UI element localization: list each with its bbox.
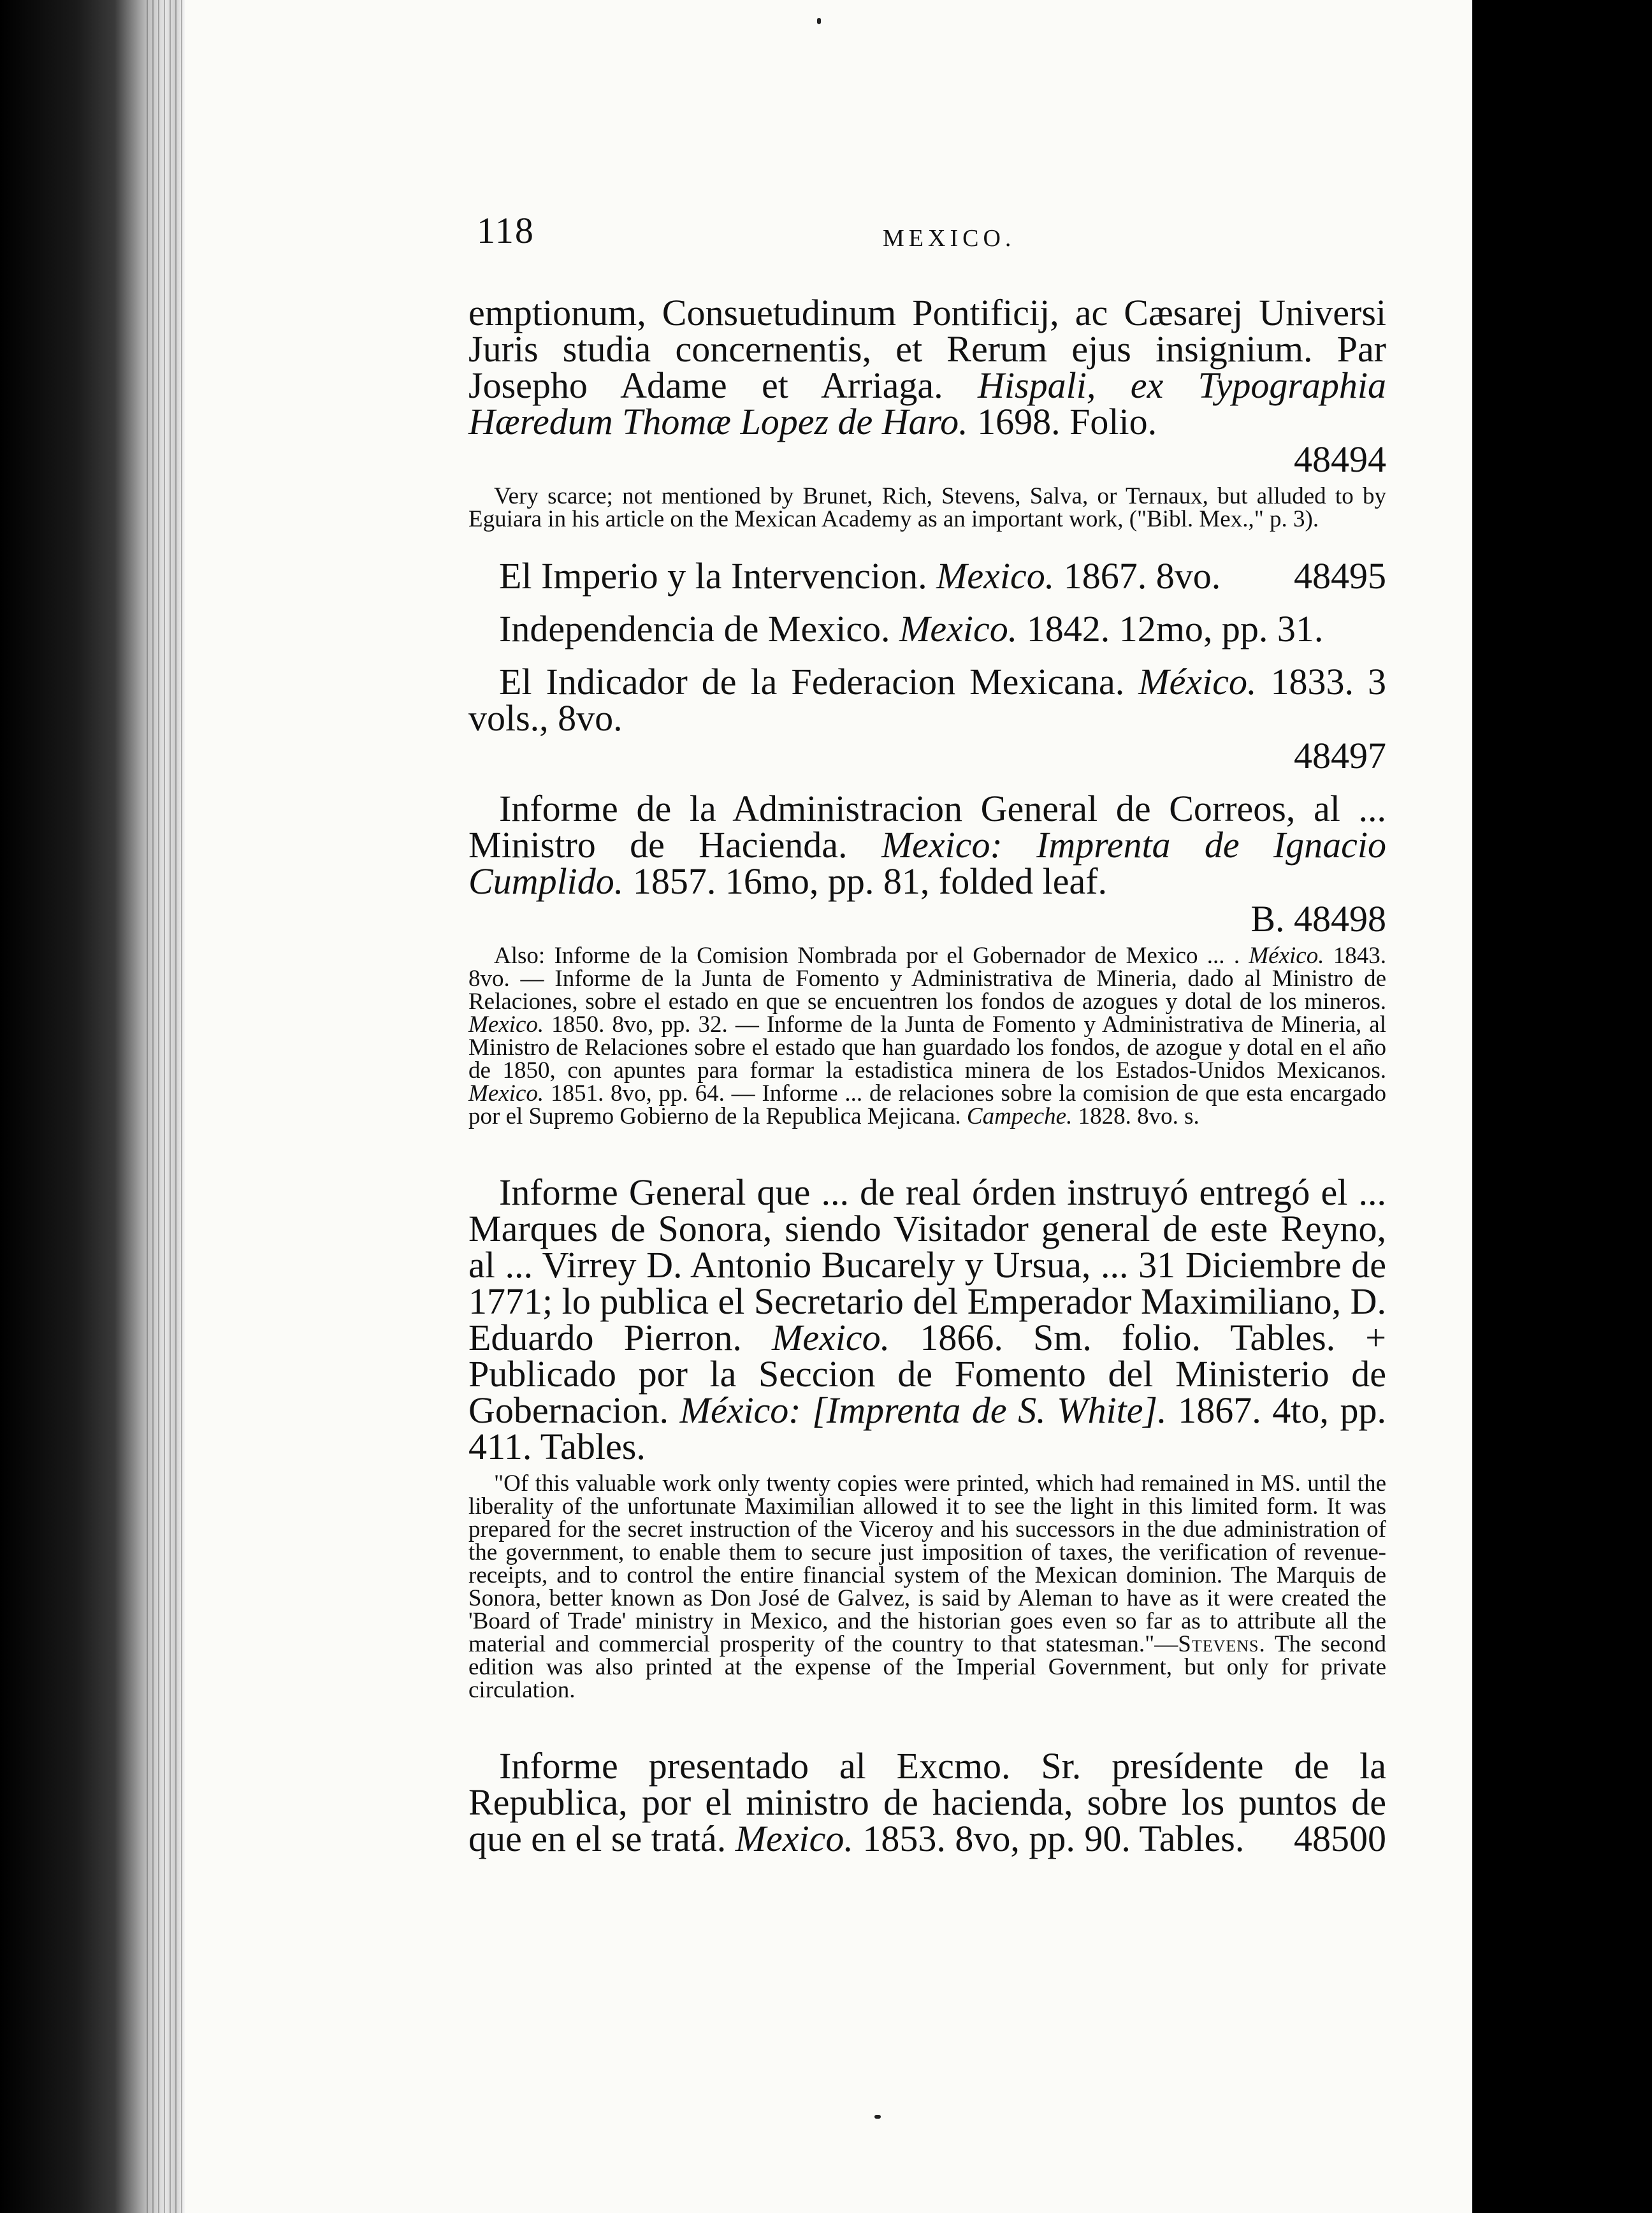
note-text: "Of this valuable work only twenty copies were printed, which had remained in MS. until the liberality of the unfortunate Maximilian allowed it to see the light in this limited form. It was prepared for the secret instruction of the Viceroy and his successors in the due administration of the government, to enable them to secure just imposition of taxes, the verification of revenue-receipts, and to control the entire financial system of the Mexican dominion. The Marquis de Sonora, better known as Don José de Galvez, is said by Aleman to have as it were created the 'Board of Trade' ministry in Mexico, and the historian goes even so far as to attribute all the material and commercial prosperity of the country to that statesman."— (468, 1470, 1386, 1657)
entry-details: 1698. Folio. (977, 401, 1157, 442)
note-imprint: México. (1249, 943, 1324, 969)
entry-title: Informe presentado al Excmo. Sr. presídente de la Republica, por el ministro de hacienda, sobre los puntos de que en el se tratá. (468, 1745, 1386, 1859)
entry-imprint: Mexico. (772, 1317, 890, 1358)
entry-imprint: Mexico. (936, 555, 1055, 597)
entry-title: emptionum, Consuetudinum Pontificij, ac Cæsarej Universi Juris studia concernentis, et Rerum ejus insignium. Par Josepho Adame et Arriaga. (468, 292, 1386, 406)
entry-note (468, 1472, 1386, 1702)
entry-title: El Imperio y la Intervencion. (499, 555, 927, 597)
page-number: 118 (477, 210, 535, 251)
note-imprint: Mexico. (468, 1012, 544, 1038)
bibliography-entry (468, 788, 1387, 940)
note-source: Stevens. (1178, 1631, 1266, 1657)
note-imprint: Campeche. (966, 1103, 1073, 1129)
entry-number: B. 48498 (1250, 898, 1386, 940)
entry-details: 1853. 8vo, pp. 90. Tables. (862, 1818, 1245, 1859)
note-text: 1851. 8vo, pp. 64. — Informe ... de relaciones sobre la comision de que esta encargado por el Supremo Gobierno de la Republica Mejicana. (468, 1080, 1387, 1129)
entry-number: 48497 (1294, 735, 1386, 776)
entry-title: Informe General que ... de real órden instruyó entregó el ... Marques de Sonora, siendo Visitador general de este Reyno, al ... Virrey D. Antonio Bucarely y Ursua, ... 31 Diciembre de 1771; lo publica el Secretario del Emperador Maximiliano, D. Eduardo Pierron. (468, 1172, 1386, 1358)
entry-title: Independencia de Mexico. (499, 608, 890, 649)
note-imprint: Mexico. (468, 1080, 544, 1106)
scan-speck (817, 18, 821, 24)
entry-details: 1842. 12mo, pp. 31. (1026, 608, 1324, 649)
bibliography-entry (468, 1174, 1386, 1465)
entry-title: Informe de la Administracion General de Correos, al ... Ministro de Hacienda. (468, 788, 1386, 866)
entry-number: 48495 (1294, 555, 1386, 597)
entry-number: 48494 (1294, 439, 1386, 480)
scan-speck (874, 2115, 881, 2119)
note-text: 1843. 8vo. — Informe de la Junta de Fomento y Administrativa de Mineria, dado al Ministro de Relaciones, sobre el estado en que se encuentren los fondos de azogues y dotal de los mineros. (468, 943, 1387, 1015)
scan-border (1472, 0, 1652, 2213)
entry-imprint: México: [Imprenta de S. White]. (679, 1389, 1167, 1431)
bibliography-entry (468, 661, 1386, 776)
bibliography-entry (468, 608, 1386, 649)
note-text: The second edition was also printed at the expense of the Imperial Government, but only for private circulation. (468, 1631, 1386, 1703)
entry-details: 1866. Sm. folio. Tables. + Publicado por la Seccion de Fomento del Ministerio de Gobernacion. (468, 1317, 1386, 1431)
entry-details: 1857. 16mo, pp. 81, folded leaf. (632, 860, 1108, 902)
running-head: MEXICO. (883, 225, 1016, 252)
bibliography-entry (468, 1745, 1386, 1859)
entry-imprint: Mexico. (735, 1818, 853, 1859)
note-lead: Also: (494, 943, 546, 969)
bibliography-entry (468, 555, 1386, 597)
entry-title: El Indicador de la Federacion Mexicana. (499, 661, 1125, 702)
entry-note (468, 945, 1386, 1128)
note-text: 1828. 8vo. s. (1078, 1103, 1199, 1129)
note-text: Informe de la Comision Nombrada por el Gobernador de Mexico ... . (554, 943, 1240, 969)
entry-imprint: México. (1138, 661, 1257, 702)
page-edges (147, 0, 185, 2213)
entry-imprint: Mexico. (899, 608, 1018, 649)
entry-details: 1833. 3 vols., 8vo. (468, 661, 1386, 739)
entry-details: 1867. 8vo. (1063, 555, 1221, 597)
bibliography-entry (468, 292, 1387, 480)
page-content (468, 294, 1386, 1857)
entry-imprint: Hispali, ex Typographia Hæredum Thomæ Lopez de Haro. (468, 365, 1387, 442)
entry-note: Very scarce; not mentioned by Brunet, Rich, Stevens, Salva, or Ternaux, but alluded to by Eguiara in his article on the Mexican Academy as an important work, ("Bibl. Mex.," p. 3). (468, 483, 1386, 532)
entry-details: 1867. 4to, pp. 411. Tables. (468, 1389, 1387, 1467)
entry-imprint: Mexico: Imprenta de Ignacio Cumplido. (468, 824, 1387, 902)
note-text: 1850. 8vo, pp. 32. — Informe de la Junta de Fomento y Administrativa de Mineria, al Ministro de Relaciones sobre el estado que han guardado los fondos, de azogue y dotal en el año de 1850, con apuntes para formar la estadistica minera de los Estados-Unidos Mexicanos. (468, 1012, 1387, 1084)
entry-number: 48500 (1294, 1818, 1386, 1859)
